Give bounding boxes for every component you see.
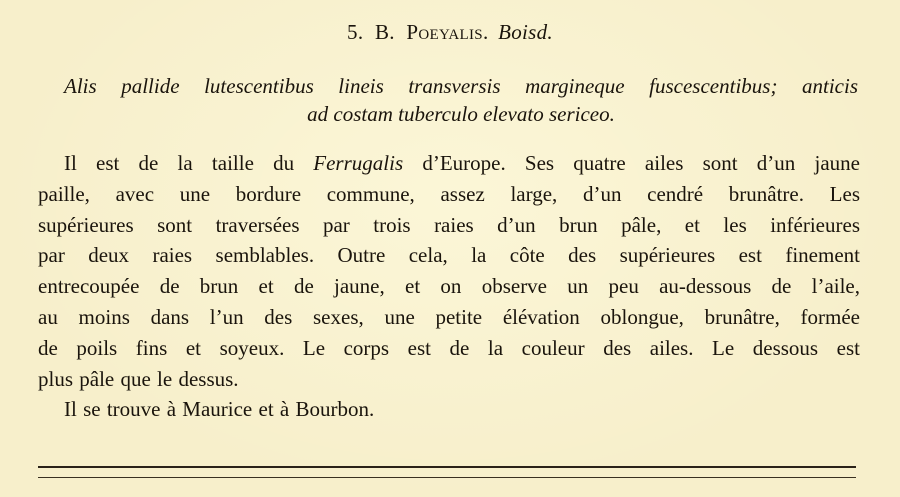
description-line: supérieures sont traversées par trois raies d’un brun pâle, et les inférieures bbox=[38, 212, 860, 237]
description-line bbox=[38, 148, 860, 179]
description-line: au moins dans l’un des sexes, une petite élévation oblongue, brunâtre, formée bbox=[38, 304, 860, 329]
species-heading bbox=[0, 20, 900, 45]
species-author: Boisd. bbox=[498, 20, 553, 44]
description-line: plus pâle que le dessus. bbox=[38, 366, 239, 391]
species-name: Poeyalis. bbox=[406, 20, 489, 44]
description-paragraph bbox=[38, 148, 860, 425]
description-line: paille, avec une bordure commune, assez large, d’un cendré brunâtre. Les bbox=[38, 181, 860, 206]
species-number: 5. bbox=[347, 20, 364, 44]
description-text: Il est de la taille du bbox=[64, 151, 314, 175]
description-line: par deux raies semblables. Outre cela, la côte des supérieures est finement bbox=[38, 243, 860, 268]
species-reference: Ferrugalis bbox=[313, 151, 404, 175]
diagnosis-line: ad costam tuberculo elevato sericeo. bbox=[307, 102, 615, 126]
habitat-line: Il se trouve à Maurice et à Bourbon. bbox=[64, 397, 375, 422]
genus-abbrev: B. bbox=[374, 20, 395, 44]
thick-divider-rule bbox=[38, 466, 856, 468]
description-text: d’Europe. Ses quatre ailes sont d’un jaune bbox=[403, 151, 860, 175]
latin-diagnosis bbox=[64, 72, 858, 128]
description-line: de poils fins et soyeux. Le corps est de la couleur des ailes. Le dessous est bbox=[38, 335, 860, 360]
description-line: entrecoupée de brun et de jaune, et on observe un peu au-dessous de l’aile, bbox=[38, 274, 860, 299]
thin-divider-rule bbox=[38, 477, 856, 478]
diagnosis-line: Alis pallide lutescentibus lineis transversis margineque fuscescentibus; anticis bbox=[64, 74, 858, 98]
